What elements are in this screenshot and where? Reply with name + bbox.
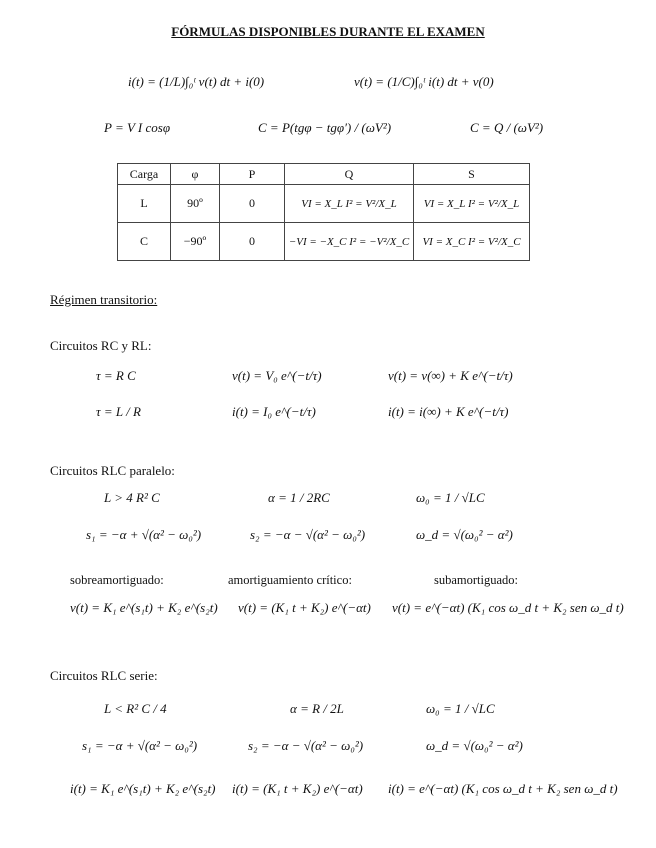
- formula-parallel-condition: L > 4 R² C: [104, 490, 160, 505]
- formula-parallel-omegad: ω_d = √(ω₀² − α²): [416, 527, 513, 542]
- table-header-cell: Carga: [118, 164, 171, 185]
- table-cell: 90º: [171, 185, 220, 223]
- formula-power: P = V I cosφ: [104, 120, 171, 135]
- load-table: [117, 163, 530, 261]
- formula-i-integral: i(t) = (1/L)∫₀ᵗ v(t) dt + i(0): [128, 74, 265, 89]
- table-cell: VI = X_L I² = V²/X_L: [414, 185, 530, 223]
- formula-tau-rl: τ = L / R: [96, 404, 141, 419]
- table-cell: 0: [220, 185, 285, 223]
- table-cell: −VI = −X_C I² = −V²/X_C: [285, 223, 414, 261]
- formula-tau-rc: τ = R C: [96, 368, 136, 383]
- table-row: [118, 223, 530, 261]
- page-title: FÓRMULAS DISPONIBLES DURANTE EL EXAMEN: [171, 24, 485, 39]
- table-cell: L: [118, 185, 171, 223]
- transient-heading: Régimen transitorio:: [50, 292, 158, 307]
- formula-series-alpha: α = R / 2L: [290, 701, 344, 716]
- table-cell: VI = X_C I² = V²/X_C: [414, 223, 530, 261]
- formula-i-natural: i(t) = I₀ e^(−t/τ): [232, 404, 316, 419]
- table-header-cell: P: [220, 164, 285, 185]
- formula-capacitor-q: C = Q / (ωV²): [470, 120, 544, 135]
- formula-parallel-s2: s₂ = −α − √(α² − ω₀²): [250, 527, 366, 542]
- rlc-series-heading: Circuitos RLC serie:: [50, 668, 158, 683]
- table-cell: −90º: [171, 223, 220, 261]
- formula-series-critical: i(t) = (K₁ t + K₂) e^(−αt): [232, 781, 363, 796]
- table-cell: VI = X_L I² = V²/X_L: [285, 185, 414, 223]
- table-header-cell: S: [414, 164, 530, 185]
- table-header-cell: Q: [285, 164, 414, 185]
- formula-series-condition: L < R² C / 4: [104, 701, 167, 716]
- table-cell: 0: [220, 223, 285, 261]
- formula-parallel-over: v(t) = K₁ e^(s₁t) + K₂ e^(s₂t): [70, 600, 218, 615]
- formula-parallel-s1: s₁ = −α + √(α² − ω₀²): [86, 527, 202, 542]
- formula-series-omega0: ω₀ = 1 / √LC: [426, 701, 495, 716]
- table-cell: C: [118, 223, 171, 261]
- formula-parallel-omega0: ω₀ = 1 / √LC: [416, 490, 485, 505]
- label-overdamped: sobreamortiguado:: [70, 573, 164, 587]
- rc-rl-heading: Circuitos RC y RL:: [50, 338, 152, 353]
- formula-parallel-under: v(t) = e^(−αt) (K₁ cos ω_d t + K₂ sen ω_d t): [392, 600, 624, 615]
- table-header-cell: φ: [171, 164, 220, 185]
- formula-series-omegad: ω_d = √(ω₀² − α²): [426, 738, 523, 753]
- formula-series-under: i(t) = e^(−αt) (K₁ cos ω_d t + K₂ sen ω_d t): [388, 781, 618, 796]
- formula-i-full: i(t) = i(∞) + K e^(−t/τ): [388, 404, 509, 419]
- formula-parallel-alpha: α = 1 / 2RC: [268, 490, 330, 505]
- formula-v-integral: v(t) = (1/C)∫₀ᵗ i(t) dt + v(0): [354, 74, 494, 89]
- formula-v-natural: v(t) = V₀ e^(−t/τ): [232, 368, 322, 383]
- rlc-parallel-heading: Circuitos RLC paralelo:: [50, 463, 175, 478]
- table-header-row: [118, 164, 530, 185]
- label-critical: amortiguamiento crítico:: [228, 573, 352, 587]
- label-underdamped: subamortiguado:: [434, 573, 519, 587]
- formula-parallel-critical: v(t) = (K₁ t + K₂) e^(−αt): [238, 600, 371, 615]
- formula-capacitor-pf: C = P(tgφ − tgφ′) / (ωV²): [258, 120, 392, 135]
- formula-series-s1: s₁ = −α + √(α² − ω₀²): [82, 738, 198, 753]
- table-row: [118, 185, 530, 223]
- formula-series-s2: s₂ = −α − √(α² − ω₀²): [248, 738, 364, 753]
- formula-v-full: v(t) = v(∞) + K e^(−t/τ): [388, 368, 513, 383]
- formula-series-over: i(t) = K₁ e^(s₁t) + K₂ e^(s₂t): [70, 781, 216, 796]
